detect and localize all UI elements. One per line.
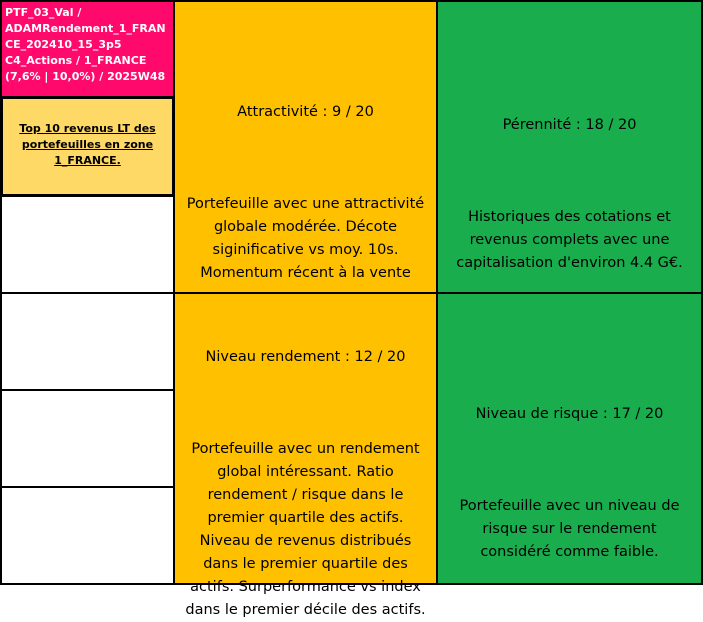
portfolio-tag-cell bbox=[1, 1, 174, 97]
side-link-cell[interactable] bbox=[1, 97, 174, 196]
attractivite-title: Attractivité : 9 / 20 bbox=[237, 104, 374, 120]
empty-cell-2 bbox=[1, 293, 174, 390]
attractivite-block bbox=[175, 78, 436, 285]
risque-text: Portefeuille avec un niveau de risque sur le rendement considéré comme faible. bbox=[459, 498, 680, 560]
empty-cell-4 bbox=[1, 487, 174, 584]
perennite-title: Pérennité : 18 / 20 bbox=[502, 117, 637, 133]
rendement-block bbox=[175, 323, 436, 622]
top10-revenus-link[interactable]: Top 10 revenus LT des portefeuilles en zone 1_FRANCE. bbox=[19, 122, 156, 167]
attractivite-cell bbox=[174, 1, 437, 293]
empty-cell-1 bbox=[1, 196, 174, 293]
risque-block bbox=[438, 380, 701, 564]
rendement-title: Niveau rendement : 12 / 20 bbox=[205, 349, 406, 365]
risque-title: Niveau de risque : 17 / 20 bbox=[475, 406, 664, 422]
perennite-block bbox=[438, 91, 701, 275]
perennite-cell bbox=[437, 1, 702, 293]
empty-cell-3 bbox=[1, 390, 174, 487]
risque-cell bbox=[437, 293, 702, 584]
rendement-text: Portefeuille avec un rendement global intéressant. Ratio rendement / risque dans le premier quartile des actifs. Niveau de revenus distribués dans le premier quartile des actifs. Surperformance vs index dans le premier décile des actifs. bbox=[185, 441, 426, 618]
rendement-cell bbox=[174, 293, 437, 618]
portfolio-tag: PTF_03_Val / ADAMRendement_1_FRAN CE_202410_15_3p5 C4_Actions / 1_FRANCE (7,6% | 10,0%) / 2025W48 bbox=[5, 6, 166, 83]
attractivite-text: Portefeuille avec une attractivité globale modérée. Décote siginificative vs moy. 10s. Momentum récent à la vente bbox=[186, 196, 425, 281]
perennite-text: Historiques des cotations et revenus complets avec une capitalisation d'environ 4.4 G€. bbox=[456, 209, 683, 271]
